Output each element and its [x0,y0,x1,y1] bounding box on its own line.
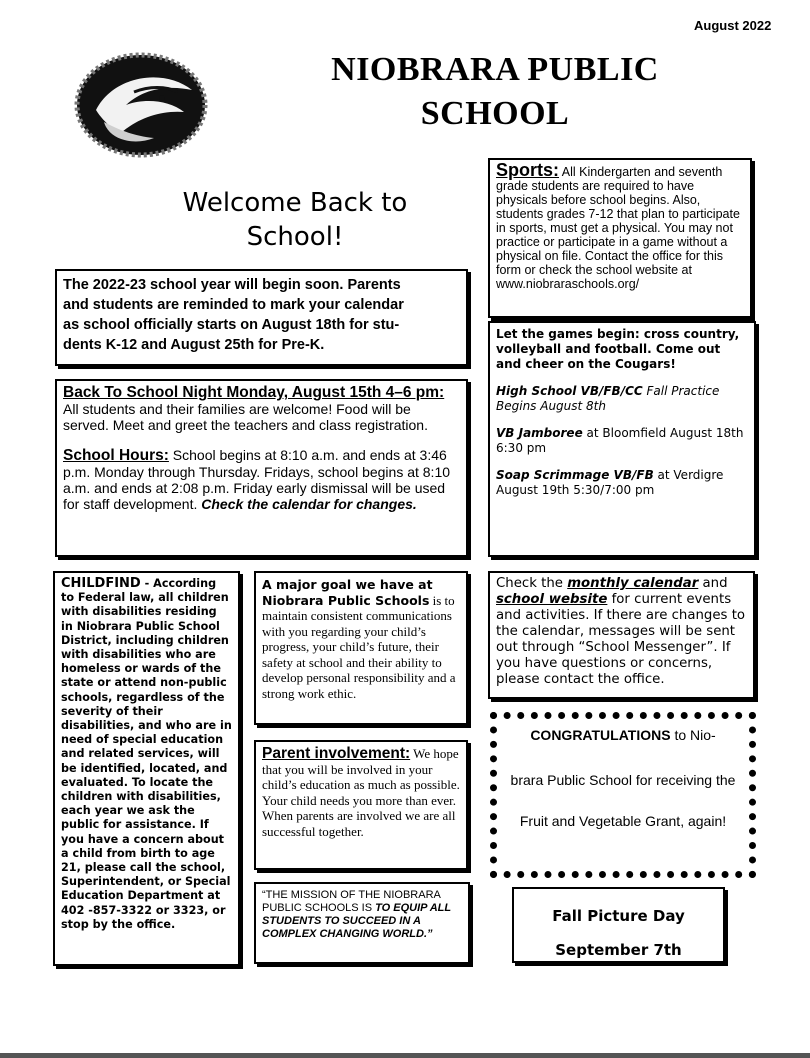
mission-line-2: TO EQUIP ALL STUDENTS TO SUCCEED IN A COMPLEX CHANGING WORLD.” [262,902,451,940]
school-goal-box [254,571,468,725]
notice-line: The 2022-23 school year will begin soon. Parents [63,277,401,293]
childfind-heading: CHILDFIND [61,576,141,591]
games-item-label: High School VB/FB/CC [496,384,643,398]
back-to-school-night-box [55,379,468,557]
parent-heading: Parent involvement: [262,745,411,762]
school-start-notice [55,269,468,366]
issue-date: August 2022 [694,18,772,33]
picture-day-box [512,887,725,963]
congrats-line-2: brara Public School for receiving the [510,772,736,788]
parent-text: We hope that you will be involved in your child’s education as much as possible. Your child needs you more than ever. When parents are involved we are all successful together. [262,746,460,839]
cougar-mascot-logo [74,50,209,160]
mission-statement-box [254,882,470,964]
welcome-line-2: School! [246,222,344,252]
school-hours-emphasis: Check the calendar for changes. [201,496,417,512]
parent-involvement-box [254,740,468,870]
monthly-calendar-link[interactable]: monthly calendar [567,576,699,591]
childfind-box [53,571,240,966]
welcome-heading [160,186,430,254]
games-item-text: Fall Practice Begins August 8th [496,384,720,413]
page-bottom-edge [0,1053,810,1058]
check-pre: Check the [496,576,568,591]
school-title [300,48,690,136]
back-to-school-text: All students and their families are welcome! Food will be served. Meet and greet the teachers and class registration. [63,401,428,433]
check-post: for current events and activities. If there are changes to the calendar, messages will be sent out through “School Messenger”. If you have questions or concerns, please contact the office. [496,592,746,687]
sports-box [488,158,752,318]
games-box [488,321,756,557]
check-mid: and [698,576,728,591]
goal-lead: A major goal we have at Niobrara Public Schools [262,577,433,608]
title-line-2: SCHOOL [420,95,570,132]
sports-heading: Sports: [496,160,559,180]
notice-line: as school officially starts on August 18th for stu- [63,317,400,333]
games-item [496,384,748,414]
games-item [496,426,748,456]
grant-congratulations-box [490,712,756,878]
mission-line-1: “THE MISSION OF THE NIOBRARA PUBLIC SCHOOLS IS [262,889,441,914]
congrats-strong: CONGRATULATIONS [530,727,671,743]
welcome-line-1: Welcome Back to [182,188,408,218]
notice-line: dents K-12 and August 25th for Pre-K. [63,337,325,353]
picture-day-date: September 7th [555,941,682,959]
notice-line: and students are reminded to mark your calendar [63,297,404,313]
games-item [496,468,748,498]
games-item-text: at Verdigre August 19th 5:30/7:00 pm [496,468,724,497]
games-item-label: VB Jamboree [496,426,583,440]
calendar-notice-box [488,571,755,699]
congrats-line-1-rest: to Nio- [670,727,716,743]
school-website-link[interactable]: school website [496,592,608,607]
school-hours-heading: School Hours: [63,447,169,464]
back-to-school-heading: Back To School Night Monday, August 15th 4–6 pm: [63,384,445,401]
games-intro: Let the games begin: cross country, volleyball and football. Come out and cheer on the Cougars! [496,327,740,371]
school-hours-text: School begins at 8:10 a.m. and ends at 3:46 p.m. Monday through Thursday. Fridays, school begins at 8:10 a.m. and ends at 2:08 p.m. Friday early dismissal will be used for staff development. [63,447,451,512]
games-item-text: at Bloomfield August 18th 6:30 pm [496,426,744,455]
picture-day-title: Fall Picture Day [552,907,685,925]
childfind-text: - According to Federal law, all children with disabilities residing in Niobrara Public School District, including children with disabilities who are homeless or wards of the state or attend non-public schools, regardless of the severity of their disabilities, and who are in need of special education and related services, will be identified, located, and evaluated. To locate the children with disabilities, each year we ask the public for assistance. If you have a concern about a child from birth to age 21, please call the school, Superintendent, or Special Education Department at 402 -857-3322 or 3323, or stop by the office. [61,577,232,931]
title-line-1: NIOBRARA PUBLIC [331,51,659,88]
sports-text: All Kindergarten and seventh grade students are required to have physicals before school begins. Also, students grades 7-12 that plan to participate in sports, must get a physical. You may not practice or participate in a game without a physical on file. Contact the office for this form or check the school website at www.niobraraschools.org/ [496,165,740,291]
congrats-line-3: Fruit and Vegetable Grant, again! [519,813,727,829]
goal-text: is to maintain consistent communications with you regarding your child’s progress, your child’s future, their safety at school and their ability to develop personal responsibility and a strong work ethic. [262,592,456,701]
games-item-label: Soap Scrimmage VB/FB [496,468,654,482]
